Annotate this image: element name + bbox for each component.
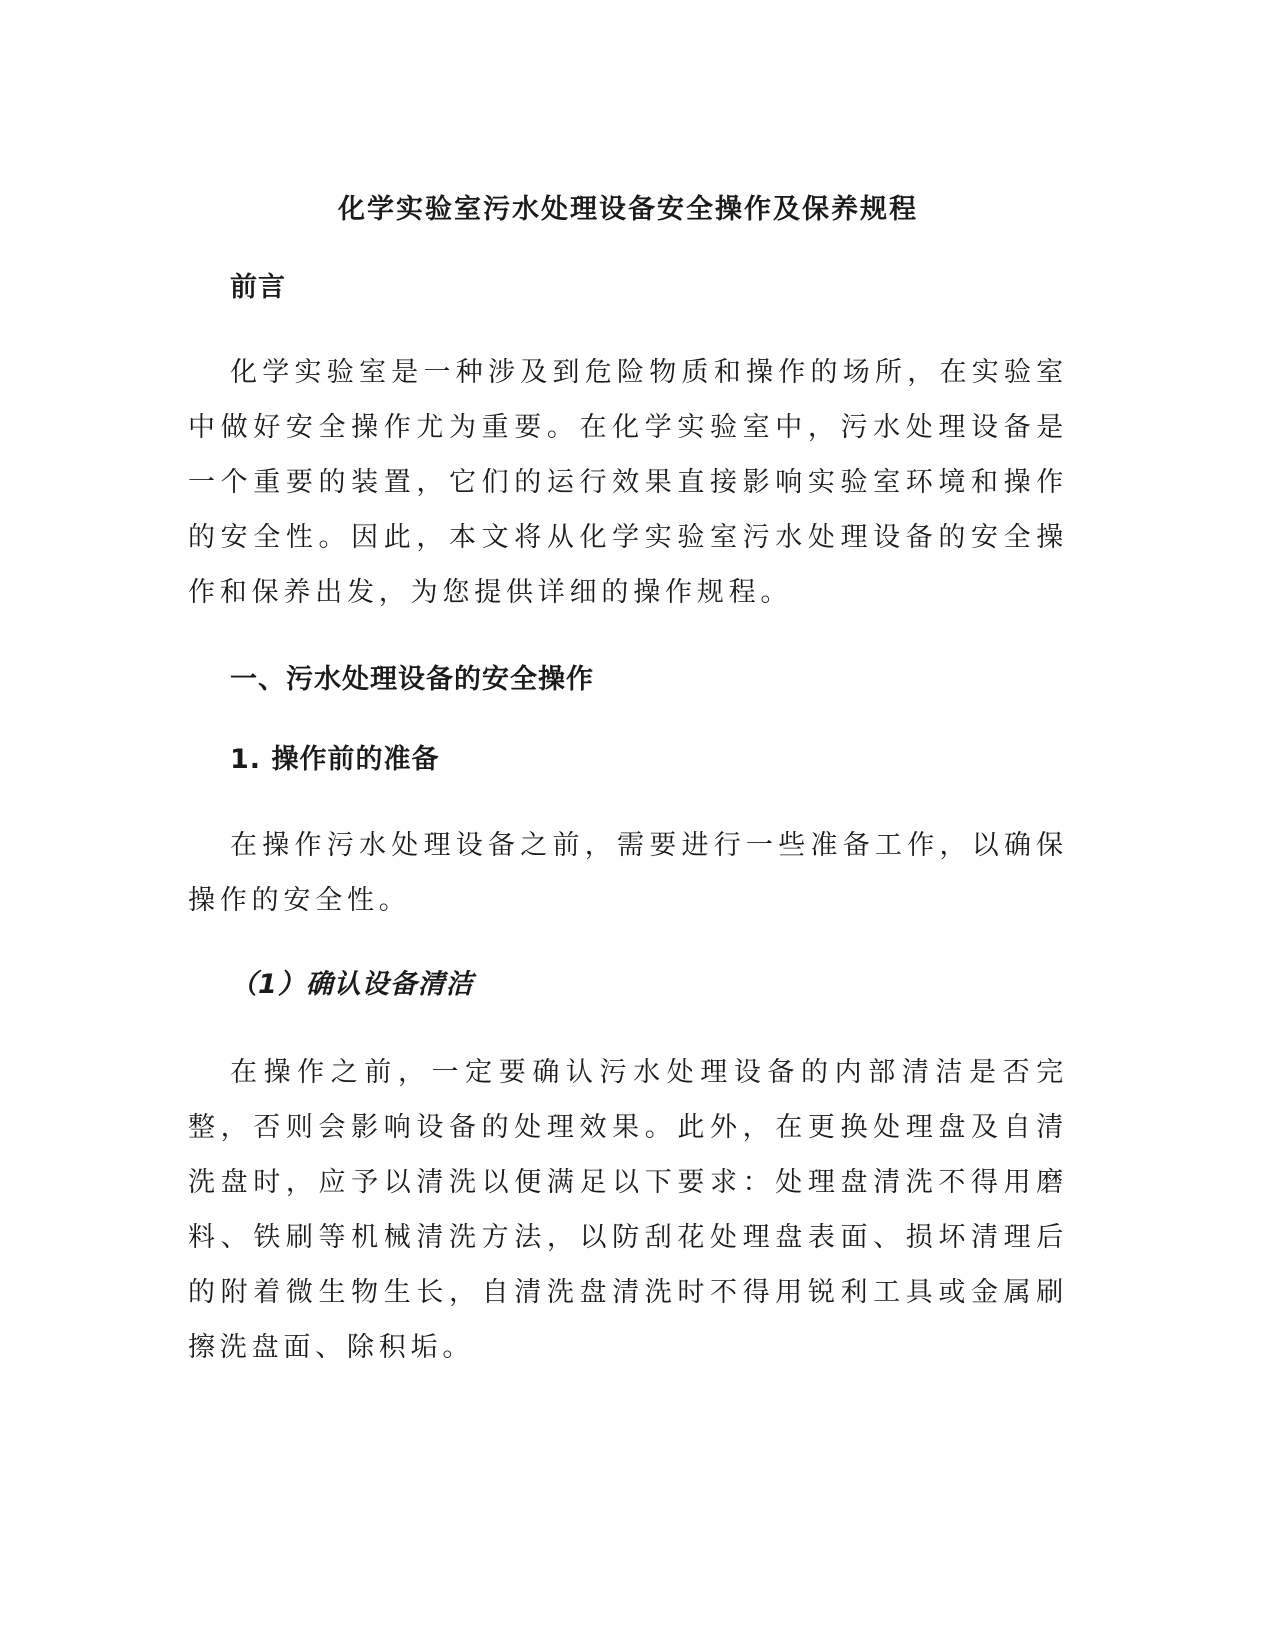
subsection-heading: 1. 操作前的准备 — [230, 744, 440, 775]
section-heading: 一、污水处理设备的安全操作 — [230, 664, 594, 695]
item-heading: （1）确认设备清洁 — [230, 969, 474, 1000]
preface-paragraph: 化学实验室是一种涉及到危险物质和操作的场所，在实验室中做好安全操作尤为重要。在化学实验室中，污水处理设备是一个重要的装置，它们的运行效果直接影响实验室环境和操作的安全性。因此，本文将从化学实验室污水处理设备的安全操作和保养出发，为您提供详细的操作规程。 — [188, 357, 1068, 608]
document-body — [188, 190, 1068, 1375]
subsection-paragraph: 在操作污水处理设备之前，需要进行一些准备工作，以确保操作的安全性。 — [188, 830, 1068, 916]
document-title: 化学实验室污水处理设备安全操作及保养规程 — [338, 194, 918, 225]
item-paragraph: 在操作之前，一定要确认污水处理设备的内部清洁是否完整，否则会影响设备的处理效果。此外，在更换处理盘及自清洗盘时，应予以清洗以便满足以下要求：处理盘清洗不得用磨料、铁刷等机械清洗方法，以防刮花处理盘表面、损坏清理后的附着微生物生长，自清洗盘清洗时不得用锐利工具或金属刷擦洗盘面、除积垢。 — [188, 1057, 1068, 1363]
preface-heading: 前言 — [230, 272, 286, 303]
